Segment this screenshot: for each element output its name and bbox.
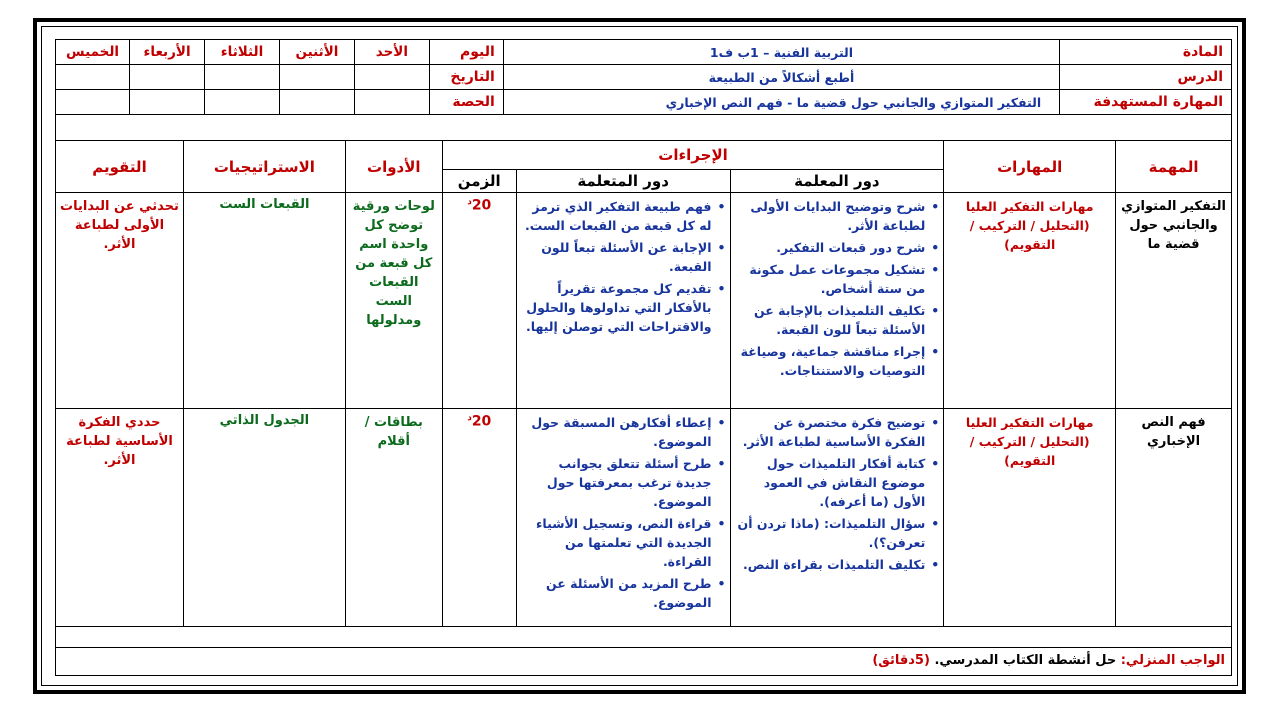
col-skills-header: المهارات — [944, 141, 1116, 193]
list-item: • طرح أسئلة تتعلق بجوانب جديدة ترغب بمعرفتها حول الموضوع. — [521, 454, 712, 511]
row1-tools: لوحات ورقية توضح كل واحدة اسم كل قبعة من القبعات الست ومدلولها — [345, 193, 442, 409]
target-skill-value: التفكير المتوازي والجانبي حول قضية ما - فهم النص الإخباري — [503, 90, 1059, 115]
day-monday: الأثنين — [279, 40, 354, 65]
homework-text: حل أنشطة الكتاب المدرسي. — [934, 653, 1117, 668]
footer-spacer-row — [55, 624, 1232, 648]
col-procedures-header: الإجراءات — [442, 141, 944, 170]
period-cell — [279, 90, 354, 115]
col-evaluation-header: التقويم — [56, 141, 184, 193]
list-item: • تقديم كل مجموعة تقريراً بالأفكار التي تداولوها والحلول والاقتراحات التي توصلن إليها. — [521, 279, 712, 336]
row2-student-role — [516, 409, 730, 627]
date-cell — [130, 65, 205, 90]
list-item: • قراءة النص، وتسجيل الأشياء الجديدة التي تعلمتها من القراءة. — [521, 514, 712, 571]
target-skill-label: المهارة المستهدفة — [1060, 90, 1232, 115]
row1-teacher-role — [730, 193, 944, 409]
lesson-label: الدرس — [1060, 65, 1232, 90]
subject-value: التربية الفنية – 1ب ف1 — [503, 40, 1059, 65]
col-time-header: الزمن — [442, 170, 516, 193]
time-value: 20 — [471, 413, 492, 430]
row2-tools: بطاقات / أقلام — [345, 409, 442, 627]
time-value: 20 — [471, 197, 492, 214]
date-cell — [205, 65, 280, 90]
period-cell — [354, 90, 429, 115]
row2-teacher-role — [730, 409, 944, 627]
col-tools-header: الأدوات — [345, 141, 442, 193]
row2-strategy: الجدول الذاتي — [183, 409, 345, 627]
lesson-plan-table — [55, 140, 1232, 627]
period-cell — [130, 90, 205, 115]
col-strategies-header: الاستراتيجيات — [183, 141, 345, 193]
list-item: • إعطاء أفكارهن المسبقة حول الموضوع. — [521, 413, 712, 451]
list-item: • إجراء مناقشة جماعية، وصياغة التوصيات والاستنتاجات. — [735, 342, 926, 380]
row1-evaluation: تحدثي عن البدايات الأولى لطباعة الأثر. — [56, 193, 184, 409]
row1-time — [442, 193, 516, 409]
date-cell — [56, 65, 130, 90]
homework-label: الواجب المنزلي: — [1120, 653, 1225, 668]
date-cell — [279, 65, 354, 90]
day-thursday: الخميس — [56, 40, 130, 65]
date-cell — [354, 65, 429, 90]
day-tuesday: الثلاثاء — [205, 40, 280, 65]
day-wednesday: الأربعاء — [130, 40, 205, 65]
homework-time: (5دقائق) — [872, 653, 930, 668]
lesson-header-table — [55, 39, 1232, 115]
row1-strategy: القبعات الست — [183, 193, 345, 409]
list-item: • شرح وتوضيح البدايات الأولى لطباعة الأثر. — [735, 197, 926, 235]
header-spacer-row — [55, 114, 1232, 140]
date-label: التاريخ — [429, 65, 503, 90]
time-unit: د — [467, 197, 472, 207]
row2-task: فهم النص الإخباري — [1116, 409, 1232, 627]
day-label: اليوم — [429, 40, 503, 65]
list-item: • توضيح فكرة مختصرة عن الفكرة الأساسية لطباعة الأثر. — [735, 413, 926, 451]
row1-student-role — [516, 193, 730, 409]
list-item: • تكليف التلميذات بالإجابة عن الأسئلة تبعاً للون القبعة. — [735, 301, 926, 339]
list-item: • الإجابة عن الأسئلة تبعاً للون القبعة. — [521, 238, 712, 276]
col-task-header: المهمة — [1116, 141, 1232, 193]
list-item: • تكليف التلميذات بقراءة النص. — [735, 555, 926, 574]
col-student-role-header: دور المتعلمة — [516, 170, 730, 193]
period-label: الحصة — [429, 90, 503, 115]
period-cell — [205, 90, 280, 115]
list-item: • كتابة أفكار التلميذات حول موضوع النقاش في العمود الأول (ما أعرفه). — [735, 454, 926, 511]
list-item: • فهم طبيعة التفكير الذي ترمز له كل قبعة من القبعات الست. — [521, 197, 712, 235]
day-sunday: الأحد — [354, 40, 429, 65]
period-cell — [56, 90, 130, 115]
row1-task: التفكير المتوازي والجانبي حول قضية ما — [1116, 193, 1232, 409]
col-teacher-role-header: دور المعلمة — [730, 170, 944, 193]
lesson-value: أطبع أشكالاً من الطبيعة — [503, 65, 1059, 90]
homework-row — [55, 648, 1232, 676]
time-unit: د — [467, 413, 472, 423]
row2-evaluation: حددي الفكرة الأساسية لطباعة الأثر. — [56, 409, 184, 627]
subject-label: المادة — [1060, 40, 1232, 65]
row2-skills: مهارات التفكير العليا (التحليل / التركيب / التقويم) — [944, 409, 1116, 627]
row2-time — [442, 409, 516, 627]
list-item: • سؤال التلميذات: (ماذا تردن أن تعرفن؟). — [735, 514, 926, 552]
list-item: • شرح دور قبعات التفكير. — [735, 238, 926, 257]
list-item: • طرح المزيد من الأسئلة عن الموضوع. — [521, 574, 712, 612]
row1-skills: مهارات التفكير العليا (التحليل / التركيب / التقويم) — [944, 193, 1116, 409]
list-item: • تشكيل مجموعات عمل مكونة من ستة أشخاص. — [735, 260, 926, 298]
